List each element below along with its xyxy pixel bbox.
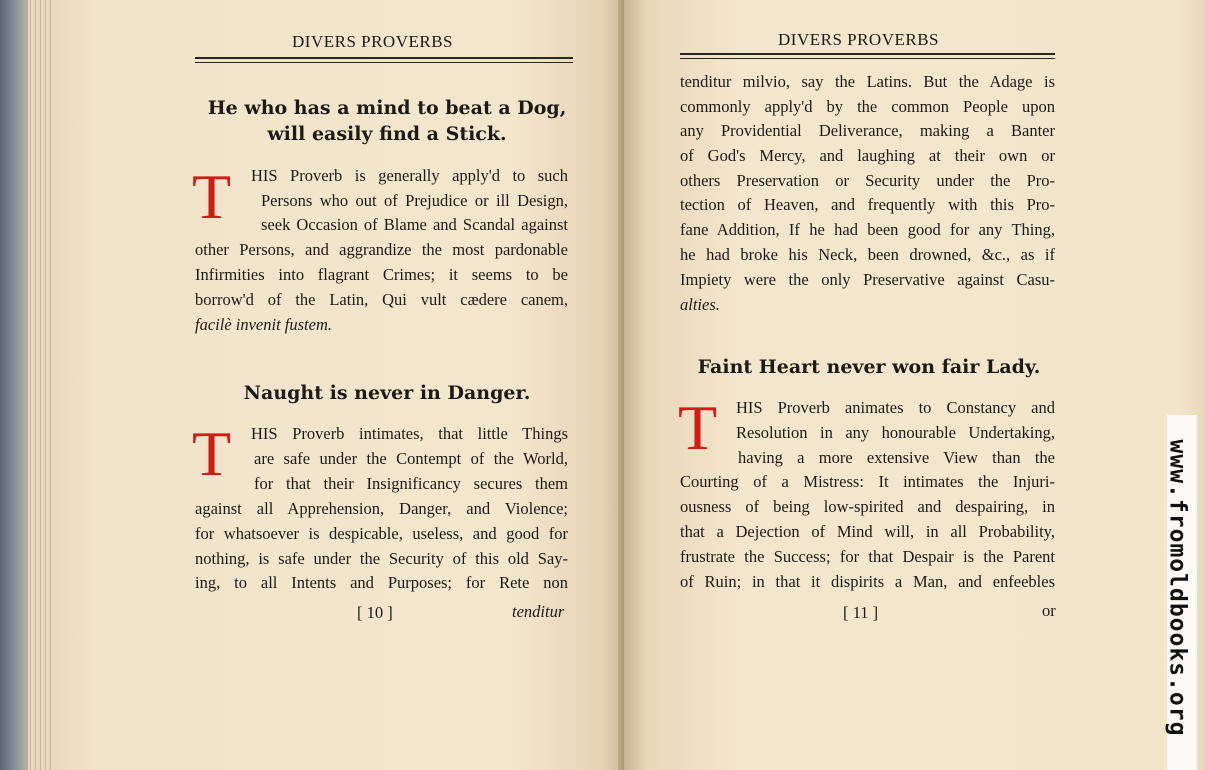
text-line: are safe under the Contempt of the World, (254, 449, 568, 468)
header-rule (195, 57, 573, 59)
drop-cap: T (192, 161, 232, 232)
text-line: HIS Proverb is generally apply'd to such (251, 166, 568, 185)
drop-cap: T (678, 392, 718, 463)
text-line: HIS Proverb intimates, that little Things (251, 424, 568, 443)
running-head: DIVERS PROVERBS (292, 32, 454, 51)
running-head: DIVERS PROVERBS (778, 30, 940, 49)
proverb-title-2: Naught is never in Danger. (243, 382, 531, 404)
text-line: having a more extensive View than the (738, 448, 1055, 467)
text-line: tenditur milvio, say the Latins. But the Adage is (680, 72, 1055, 91)
text-line: ing, to all Intents and Purposes; for Rete non (195, 573, 568, 592)
page-number: [ 11 ] (843, 603, 879, 622)
text-line: any Providential Deliverance, making a Banter (680, 121, 1055, 140)
text-line: frustrate the Success; for that Despair is the Parent (680, 547, 1055, 566)
text-line: alties. (680, 295, 720, 314)
text-line: ousness of being low-spirited and despairing, in (680, 497, 1055, 516)
header-rule (680, 53, 1055, 55)
text-line: Persons who out of Prejudice or ill Design, (261, 191, 568, 210)
text-line: of God's Mercy, and laughing at their own or (680, 146, 1055, 165)
text-line: Infirmities into flagrant Crimes; it seems to be (195, 265, 568, 284)
proverb-title-3: Faint Heart never won fair Lady. (697, 356, 1041, 378)
text-line: Courting of a Mistress: It intimates the Injuri- (680, 472, 1055, 491)
text-line: other Persons, and aggrandize the most pardonable (195, 240, 568, 259)
catchword: tenditur (512, 602, 565, 621)
proverb-title-1b: will easily find a Stick. (267, 123, 507, 145)
text-line: commonly apply'd by the common People upon (680, 97, 1055, 116)
text-line: Resolution in any honourable Undertaking, (736, 423, 1055, 442)
catchword: or (1042, 601, 1056, 620)
header-rule-thin (680, 58, 1055, 59)
text-line: Impiety were the only Preservative against Casu- (680, 270, 1055, 289)
watermark-text: www.fromoldbooks.org (1164, 439, 1191, 737)
text-line: he had broke his Neck, been drowned, &c., as if (680, 245, 1055, 264)
text-line: seek Occasion of Blame and Scandal against (261, 215, 568, 234)
right-page (624, 0, 1205, 770)
text-line: HIS Proverb animates to Constancy and (736, 398, 1055, 417)
text-line: that a Dejection of Mind will, in all Probability, (680, 522, 1055, 541)
text-line: of Ruin; in that it dispirits a Man, and enfeebles (680, 572, 1055, 591)
text-line: for whatsoever is despicable, useless, and good for (195, 524, 568, 543)
page-number: [ 10 ] (357, 603, 393, 622)
text-line: tection of Heaven, and frequently with this Pro- (680, 195, 1055, 214)
text-line: others Preservation or Security under the Pro- (680, 171, 1055, 190)
proverb-title-1a: He who has a mind to beat a Dog, (207, 97, 567, 119)
left-page (52, 0, 625, 770)
text-line: borrow'd of the Latin, Qui vult cædere canem, (195, 290, 568, 309)
text-line: for that their Insignificancy secures them (254, 474, 568, 493)
header-rule-thin (195, 62, 573, 63)
text-line: facilè invenit fustem. (195, 315, 333, 334)
watermark (1150, 415, 1205, 770)
text-line: nothing, is safe under the Security of this old Say- (195, 549, 568, 568)
text-line: fane Addition, If he had been good for any Thing, (680, 220, 1055, 239)
text-line: against all Apprehension, Danger, and Violence; (195, 499, 568, 518)
drop-cap: T (192, 418, 232, 489)
